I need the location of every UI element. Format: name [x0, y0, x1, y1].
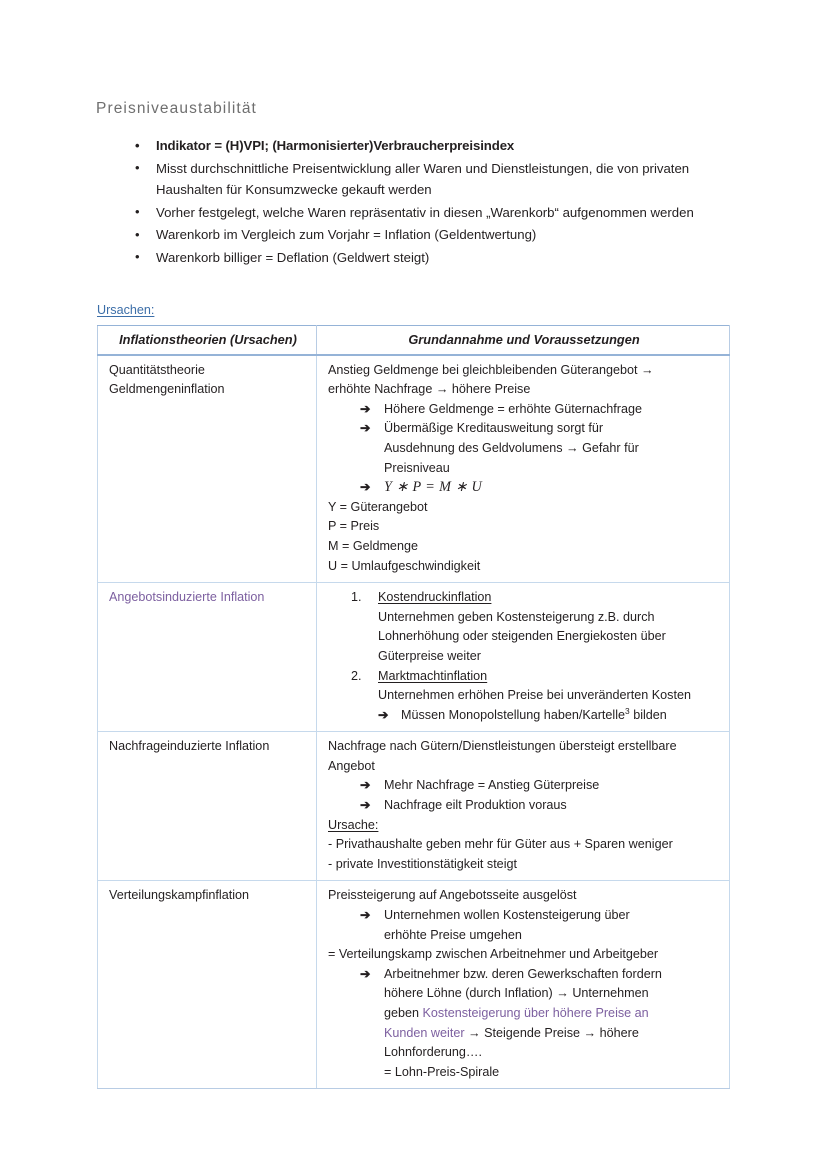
bullet-icon: •	[135, 226, 140, 242]
cause-line: - private Investitionstätigkeit steigt	[328, 856, 517, 871]
arrow-item-text: Arbeitnehmer bzw. deren Gewerkschaften fordern	[384, 966, 662, 981]
row-label-angebotsinduzierte	[98, 583, 317, 732]
arrow-item	[328, 906, 723, 945]
footnote-marker: 3	[625, 705, 630, 716]
list-item	[128, 224, 738, 246]
label-line: Nachfrageinduzierte Inflation	[109, 739, 270, 754]
list-item-text: Lohnerhöhung oder steigenden Energiekosten über	[378, 629, 666, 644]
arrow-icon: ➔	[360, 908, 371, 923]
arrow-item	[328, 965, 723, 1083]
arrow-icon: ➔	[360, 401, 371, 416]
list-item-text: Misst durchschnittliche Preisentwicklung aller Waren und Dienstleistungen, die von privaten Haushalten für Konsumzwecke gekauft werden	[156, 160, 690, 197]
content-line: Preissteigerung auf Angebotsseite ausgelöst	[328, 888, 577, 903]
content-line: erhöhte Nachfrage → höhere Preise	[328, 382, 531, 397]
arrow-icon: ➔	[378, 707, 389, 722]
arrow-item	[328, 400, 723, 420]
content-line: Nachfrage nach Gütern/Dienstleistungen übersteigt erstellbare	[328, 739, 677, 754]
definition-line: U = Umlaufgeschwindigkeit	[328, 558, 481, 573]
arrow-item-text-mixed	[384, 1024, 723, 1044]
highlight-text: Kunden weiter	[384, 1025, 465, 1040]
bullet-icon: •	[135, 137, 140, 153]
text-fragment: → Steigende Preise → höhere	[464, 1025, 639, 1040]
content-line: Anstieg Geldmenge bei gleichbleibenden Güterangebot →	[328, 362, 654, 377]
section-link-ursachen[interactable]: Ursachen:	[97, 303, 155, 317]
bullet-icon: •	[135, 249, 140, 264]
list-item	[128, 135, 738, 157]
arrow-item-text: = Lohn-Preis-Spirale	[384, 1064, 500, 1079]
arrow-item	[378, 706, 723, 726]
label-line: Quantitätstheorie	[109, 362, 205, 377]
arrow-icon: ➔	[360, 778, 371, 793]
content-line: Angebot	[328, 758, 375, 773]
arrow-item-text: Lohnforderung….	[384, 1045, 483, 1060]
column-header-theories: Inflationstheorien (Ursachen)	[98, 326, 317, 355]
arrow-item-text: Übermäßige Kreditausweitung sorgt für	[384, 421, 604, 436]
column-header-assumptions: Grundannahme und Voraussetzungen	[317, 326, 730, 355]
list-item-text: Vorher festgelegt, welche Waren repräsentativ in diesen „Warenkorb“ aufgenommen werden	[156, 204, 694, 220]
content-line: = Verteilungskamp zwischen Arbeitnehmer und Arbeitgeber	[328, 947, 659, 962]
list-item-title: Kostendruckinflation	[378, 590, 492, 605]
arrow-item-text: Unternehmen wollen Kostensteigerung über	[384, 908, 630, 923]
arrow-icon: ➔	[360, 480, 371, 495]
table-row	[98, 732, 730, 881]
arrow-item-text-mixed	[384, 1004, 723, 1024]
arrow-item-text: Höhere Geldmenge = erhöhte Güternachfrage	[384, 401, 642, 416]
table-row	[98, 881, 730, 1089]
arrow-item	[328, 796, 723, 816]
arrow-icon: ➔	[360, 798, 371, 813]
list-number: 2.	[351, 668, 362, 683]
definition-line: P = Preis	[328, 519, 380, 534]
list-item-title: Marktmachtinflation	[378, 668, 488, 683]
intro-bullet-list	[128, 135, 738, 269]
table-header-row	[98, 326, 730, 355]
arrow-item-text: Ausdehnung des Geldvolumens → Gefahr für	[384, 440, 639, 455]
arrow-item-formula	[328, 478, 723, 498]
subheading-ursache: Ursache:	[328, 817, 379, 832]
arrow-item-text: Preisniveau	[384, 460, 450, 475]
text-fragment: geben	[384, 1006, 423, 1020]
list-item-text: Unternehmen geben Kostensteigerung z.B. durch	[378, 609, 655, 624]
inflation-theories-table	[97, 325, 730, 1089]
arrow-icon: ➔	[360, 966, 371, 981]
label-line: Verteilungskampfinflation	[109, 888, 250, 903]
table-row	[98, 355, 730, 583]
list-item	[128, 158, 738, 201]
row-label-nachfrageinduzierte	[98, 732, 317, 881]
arrow-item-text: höhere Löhne (durch Inflation) → Unternehmen	[384, 986, 649, 1001]
row-content-quantitaetstheorie	[317, 355, 730, 583]
bullet-icon: •	[135, 204, 140, 219]
list-item	[328, 588, 723, 666]
arrow-item-text: Müssen Monopolstellung haben/Kartelle	[401, 707, 626, 722]
table-row	[98, 583, 730, 732]
arrow-item	[328, 419, 723, 478]
bullet-icon: •	[135, 160, 140, 175]
row-label-quantitaetstheorie	[98, 355, 317, 583]
list-item	[128, 247, 738, 269]
arrow-item-text: Mehr Nachfrage = Anstieg Güterpreise	[384, 778, 600, 793]
arrow-icon: ➔	[360, 421, 371, 436]
list-item-text: Unternehmen erhöhen Preise bei unveränderten Kosten	[378, 688, 691, 703]
list-item-text: Indikator = (H)VPI; (Harmonisierter)Verbraucherpreisindex	[156, 138, 515, 153]
list-item	[128, 202, 738, 224]
arrow-item-text: erhöhte Preise umgehen	[384, 927, 522, 942]
quantity-equation: Y ∗ P = M ∗ U	[384, 479, 483, 496]
list-item-text: Güterpreise weiter	[378, 648, 481, 663]
label-line: Geldmengeninflation	[109, 382, 225, 397]
list-number: 1.	[351, 590, 362, 605]
row-content-nachfrageinduzierte	[317, 732, 730, 881]
definition-line: M = Geldmenge	[328, 538, 418, 553]
row-content-verteilungskampf	[317, 881, 730, 1089]
highlight-text: Kostensteigerung über höhere Preise an	[422, 1006, 649, 1020]
row-content-angebotsinduzierte	[317, 583, 730, 732]
list-item-text: Warenkorb billiger = Deflation (Geldwert steigt)	[156, 249, 430, 265]
numbered-list	[328, 588, 723, 725]
row-label-verteilungskampf	[98, 881, 317, 1089]
definition-line: Y = Güterangebot	[328, 499, 428, 514]
cause-line: - Privathaushalte geben mehr für Güter aus + Sparen weniger	[328, 837, 673, 852]
label-line: Angebotsinduzierte Inflation	[109, 590, 265, 605]
list-item-text: Warenkorb im Vergleich zum Vorjahr = Inflation (Geldentwertung)	[156, 227, 537, 242]
list-item	[328, 667, 723, 726]
arrow-item-text-tail: bilden	[629, 707, 667, 722]
arrow-item-text: Nachfrage eilt Produktion voraus	[384, 798, 567, 813]
page-title: Preisniveaustabilität	[96, 100, 257, 117]
arrow-item	[328, 776, 723, 796]
